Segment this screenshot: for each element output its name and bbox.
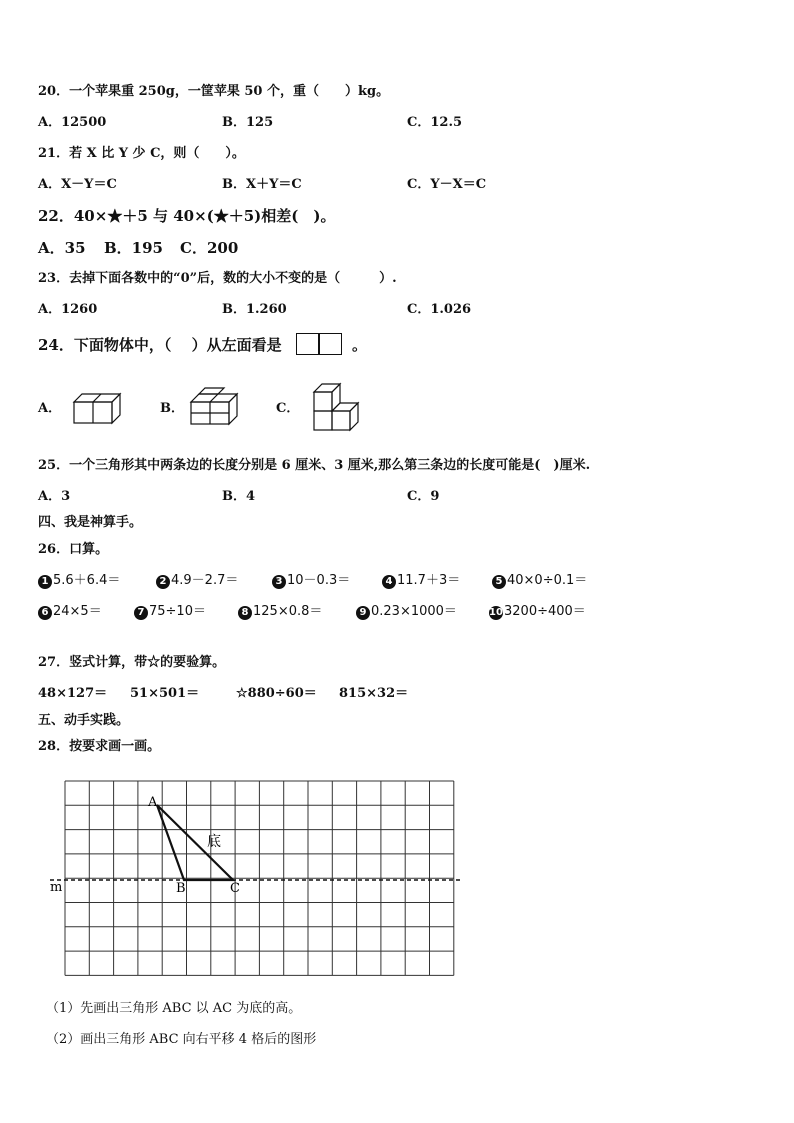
circled-number: 8 [238, 606, 252, 620]
q22-option-a: A．35 [38, 239, 86, 257]
cube-figure-b [189, 386, 241, 426]
q22-stem: 22．40×★＋5 与 40×(★＋5)相差( )。 [38, 207, 336, 225]
q26-expr: 125×0.8＝ [253, 604, 323, 619]
vertex-a-label: A [148, 795, 158, 810]
q23-option-b: B．1.260 [222, 302, 287, 317]
q28-sub1: （1）先画出三角形 ABC 以 AC 为底的高。 [46, 1001, 302, 1016]
circled-number: 7 [134, 606, 148, 620]
left-view-figure [296, 333, 342, 355]
q22-option-b: B．195 [104, 239, 163, 257]
circled-number: 1 [38, 575, 52, 589]
q26-item-4 [382, 573, 460, 589]
q26-expr: 40×0÷0.1＝ [507, 573, 588, 588]
circled-number: 10 [489, 607, 503, 618]
q27-item-3: ☆880÷60＝ [236, 686, 317, 701]
circled-number: 4 [382, 575, 396, 589]
q26-item-9 [356, 604, 457, 620]
q21-stem: 21．若 X 比 Y 少 C，则（ ）。 [38, 146, 245, 161]
q24-option-c: C． [276, 401, 300, 416]
q27-stem: 27．竖式计算，带☆的要验算。 [38, 655, 226, 670]
grid-diagram [40, 776, 470, 982]
q20-option-b: B．125 [222, 115, 274, 130]
circled-number: 9 [356, 606, 370, 620]
q23-option-c: C．1.026 [407, 302, 472, 317]
circled-number: 2 [156, 575, 170, 589]
q26-expr: 5.6＋6.4＝ [53, 573, 121, 588]
q27-item-1: 48×127＝ [38, 686, 108, 701]
q21-option-b: B．X＋Y＝C [222, 177, 302, 192]
q26-expr: 11.7＋3＝ [397, 573, 461, 588]
q26-item-2 [156, 573, 238, 589]
q21-option-c: C．Y－X＝C [407, 177, 487, 192]
q27-item-2: 51×501＝ [130, 686, 200, 701]
vertex-c-label: C [230, 881, 240, 896]
q25-option-a: A．3 [38, 489, 71, 504]
section-4-heading: 四、我是神算手。 [38, 515, 143, 530]
q28-sub2: （2）画出三角形 ABC 向右平移 4 格后的图形 [46, 1032, 317, 1047]
q25-option-b: B．4 [222, 489, 256, 504]
q23-stem: 23．去掉下面各数中的“0”后，数的大小不变的是（ ）. [38, 271, 397, 286]
q20-stem: 20．一个苹果重 250g，一筐苹果 50 个，重（ ）kg。 [38, 84, 390, 99]
q26-expr: 0.23×1000＝ [371, 604, 457, 619]
circled-number: 5 [492, 575, 506, 589]
circled-number: 3 [272, 575, 286, 589]
base-label: 底 [207, 834, 221, 850]
q28-stem: 28．按要求画一画。 [38, 739, 161, 754]
q26-item-1 [38, 573, 120, 589]
vertex-b-label: B [176, 881, 186, 896]
section-5-heading: 五、动手实践。 [38, 713, 130, 728]
q26-stem: 26．口算。 [38, 542, 109, 557]
q26-expr: 10－0.3＝ [287, 573, 351, 588]
grid-lines [65, 781, 454, 975]
q20-option-c: C．12.5 [407, 115, 463, 130]
q26-item-6 [38, 604, 102, 620]
q22-option-c: C．200 [180, 239, 239, 257]
q27-item-4: 815×32＝ [339, 686, 409, 701]
line-m-label: m [50, 880, 63, 895]
circled-number: 6 [38, 606, 52, 620]
cube-figure-a [72, 391, 122, 425]
q21-option-a: A．X－Y＝C [38, 177, 117, 192]
q26-expr: 75÷10＝ [149, 604, 206, 619]
q20-option-a: A．12500 [38, 115, 107, 130]
q24-option-a: A． [38, 401, 62, 416]
q26-item-10 [489, 604, 586, 620]
q23-option-a: A．1260 [38, 302, 98, 317]
q26-expr: 24×5＝ [53, 604, 102, 619]
q25-stem: 25．一个三角形其中两条边的长度分别是 6 厘米、3 厘米,那么第三条边的长度可能是( )厘米. [38, 458, 591, 473]
q26-item-3 [272, 573, 350, 589]
q26-item-8 [238, 604, 322, 620]
q26-expr: 3200÷400＝ [504, 604, 586, 619]
q26-expr: 4.9－2.7＝ [171, 573, 239, 588]
cube-figure-c [312, 380, 362, 432]
q24-option-b: B． [160, 401, 184, 416]
q24-stem: 24．下面物体中，（ ）从左面看是 [38, 336, 282, 354]
q24-stem-end: 。 [352, 336, 368, 354]
triangle-abc [157, 805, 233, 880]
q26-item-7 [134, 604, 206, 620]
q25-option-c: C．9 [407, 489, 440, 504]
q26-item-5 [492, 573, 587, 589]
